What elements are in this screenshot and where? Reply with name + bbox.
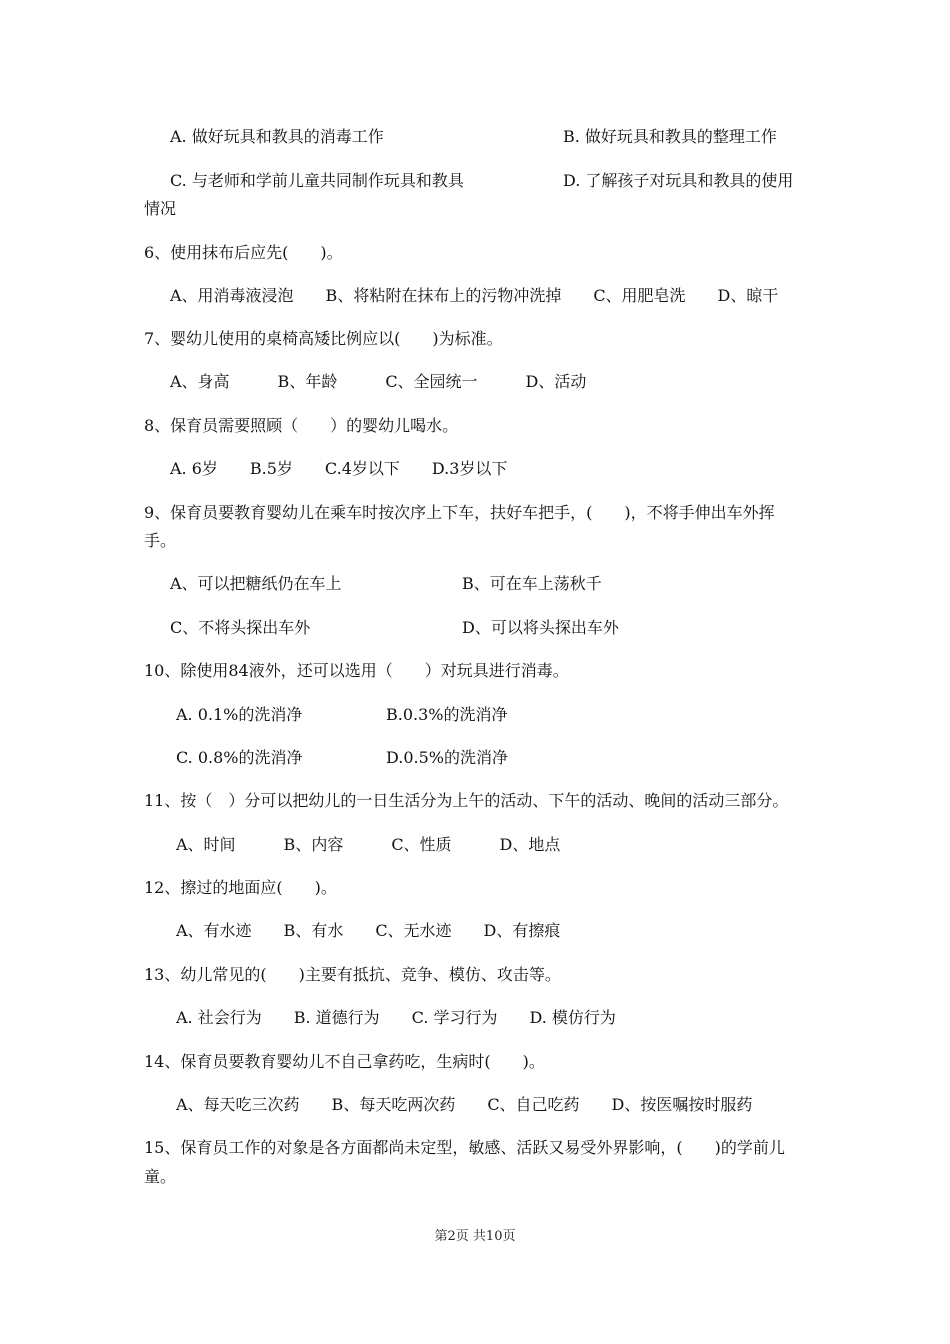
q9-opt-b: B、可在车上荡秋千 <box>462 574 602 593</box>
q6-options: A、用消毒液浸泡 B、将粘附在抹布上的污物冲洗掉 C、用肥皂洗 D、晾干 <box>170 286 779 305</box>
q15-stem: 15、保育员工作的对象是各方面都尚未定型，敏感、活跃又易受外界影响，( )的学前儿 <box>144 1138 785 1157</box>
q7-stem: 7、婴幼儿使用的桌椅高矮比例应以( )为标准。 <box>144 329 503 348</box>
q7-options: A、身高 B、年龄 C、全园统一 D、活动 <box>170 372 587 391</box>
q10-opt-d: D.0.5%的洗消净 <box>386 748 508 767</box>
q9-opt-c: C、不将头探出车外 <box>170 618 311 637</box>
q15-stem-cont: 童。 <box>144 1167 177 1186</box>
q5-opt-a: A. 做好玩具和教具的消毒工作 <box>170 127 384 146</box>
q11-stem: 11、按（ ）分可以把幼儿的一日生活分为上午的活动、下午的活动、晚间的活动三部分。 <box>144 791 789 810</box>
q12-options: A、有水迹 B、有水 C、无水迹 D、有擦痕 <box>176 921 561 940</box>
q5-opt-d-cont: 情况 <box>144 199 177 218</box>
q10-opt-c: C. 0.8%的洗消净 <box>176 748 303 767</box>
q5-opt-d: D. 了解孩子对玩具和教具的使用 <box>563 171 794 190</box>
q6-stem: 6、使用抹布后应先( )。 <box>144 243 343 262</box>
page-footer: 第2页 共10页 <box>434 1229 516 1244</box>
q12-stem: 12、擦过的地面应( )。 <box>144 878 337 897</box>
q13-stem: 13、幼儿常见的( )主要有抵抗、竞争、模仿、攻击等。 <box>144 965 561 984</box>
q8-stem: 8、保育员需要照顾（ ）的婴幼儿喝水。 <box>144 416 459 435</box>
q9-stem: 9、保育员要教育婴幼儿在乘车时按次序上下车，扶好车把手，( )，不将手伸出车外挥 <box>144 503 775 522</box>
q13-options: A. 社会行为 B. 道德行为 C. 学习行为 D. 模仿行为 <box>176 1008 616 1027</box>
q14-stem: 14、保育员要教育婴幼儿不自己拿药吃，生病时( )。 <box>144 1052 545 1071</box>
q11-options: A、时间 B、内容 C、性质 D、地点 <box>176 835 561 854</box>
q9-opt-d: D、可以将头探出车外 <box>462 618 619 637</box>
q8-options: A. 6岁 B.5岁 C.4岁以下 D.3岁以下 <box>170 459 508 478</box>
q9-stem-cont: 手。 <box>144 531 177 550</box>
q14-options: A、每天吃三次药 B、每天吃两次药 C、自己吃药 D、按医嘱按时服药 <box>176 1095 753 1114</box>
q5-opt-c: C. 与老师和学前儿童共同制作玩具和教具 <box>170 171 464 190</box>
q10-opt-b: B.0.3%的洗消净 <box>386 705 508 724</box>
q10-opt-a: A. 0.1%的洗消净 <box>176 705 303 724</box>
q10-stem: 10、除使用84液外，还可以选用（ ）对玩具进行消毒。 <box>144 661 569 680</box>
q5-opt-b: B. 做好玩具和教具的整理工作 <box>563 127 777 146</box>
q9-opt-a: A、可以把糖纸仍在车上 <box>170 574 342 593</box>
